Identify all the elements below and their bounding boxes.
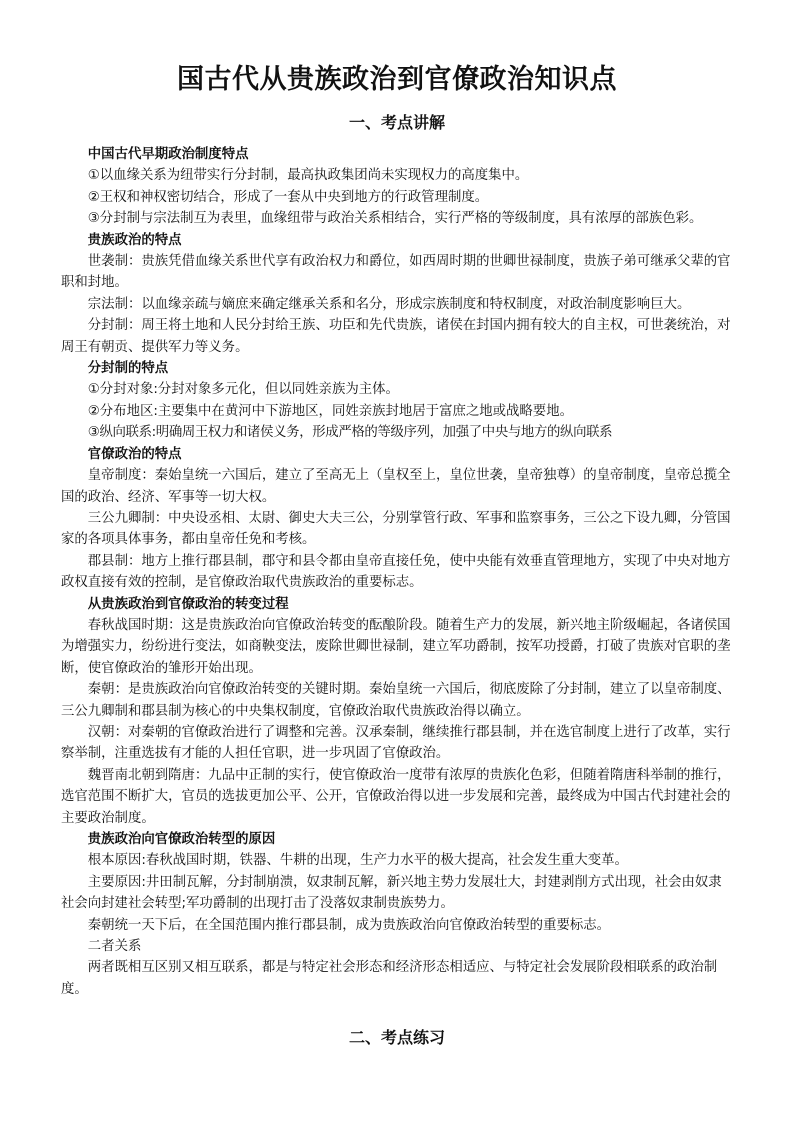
body-paragraph: ①以血缘关系为纽带实行分封制，最高执政集团尚未实现权力的高度集中。 (87, 168, 529, 184)
body-paragraph: 皇帝制度：秦始皇统一六国后，建立了至高无上（皇权至上，皇位世袭，皇帝独尊）的皇帝制度，皇帝总揽全国的政治、经济、军事等一切大权。 (61, 468, 731, 505)
body-paragraph: 汉朝：对秦朝的官僚政治进行了调整和完善。汉承秦制，继续推行郡县制，并在选官制度上进行了改革，实行察举制，注重选拔有才能的人担任官职，进一步巩固了官僚政治。 (61, 724, 731, 762)
section-heading-practice: 二、考点练习 (348, 1028, 445, 1047)
body-paragraph: ②分布地区:主要集中在黄河中下游地区，同姓亲族封地居于富庶之地或战略要地。 (87, 403, 573, 419)
body-paragraph: 宗法制：以血缘亲疏与嫡庶来确定继承关系和名分，形成宗族制度和特权制度，对政治制度影响巨大。 (87, 296, 691, 312)
body-paragraph: 秦朝：是贵族政治向官僚政治转变的关键时期。秦始皇统一六国后，彻底废除了分封制，建立了以皇帝制度、三公九卿制和郡县制为核心的中央集权制度，官僚政治取代贵族政治得以确立。 (61, 682, 731, 719)
subheading: 中国古代早期政治制度特点 (87, 147, 249, 162)
document-body (61, 144, 733, 1000)
subheading: 贵族政治向官僚政治转型的原因 (87, 832, 276, 847)
subheading: 贵族政治的特点 (87, 232, 182, 248)
body-paragraph: 分封制：周王将土地和人民分封给王族、功臣和先代贵族，诸侯在封国内拥有较大的自主权，可世袭统治，对周王有朝贡、提供军力等义务。 (61, 318, 731, 355)
document-title: 国古代从贵族政治到官僚政治知识点 (177, 64, 617, 95)
body-paragraph: 二者关系 (87, 939, 142, 955)
body-paragraph: ③纵向联系:明确周王权力和诸侯义务，形成严格的等级序列，加强了中央与地方的纵向联系 (87, 425, 613, 441)
body-paragraph: ①分封对象:分封对象多元化，但以同姓亲族为主体。 (87, 382, 399, 398)
section-heading-explanation: 一、考点讲解 (348, 113, 445, 132)
body-paragraph: ②王权和神权密切结合，形成了一套从中央到地方的行政管理制度。 (87, 189, 489, 205)
subheading: 官僚政治的特点 (87, 446, 182, 462)
body-paragraph: 主要原因:井田制瓦解，分封制崩溃，奴隶制瓦解，新兴地主势力发展壮大，封建剥削方式出现，社会由奴隶社会向封建社会转型;军功爵制的出现打击了没落奴隶制贵族势力。 (61, 874, 722, 912)
subheading: 分封制的特点 (87, 361, 169, 377)
body-paragraph: 郡县制：地方上推行郡县制，郡守和县令都由皇帝直接任免，使中央能有效垂直管理地方，实现了中央对地方政权直接有效的控制，是官僚政治取代贵族政治的重要标志。 (61, 553, 731, 591)
body-paragraph: 两者既相互区别又相互联系，都是与特定社会形态和经济形态相适应、与特定社会发展阶段相联系的政治制度。 (61, 960, 718, 997)
body-paragraph: 根本原因:春秋战国时期，铁器、牛耕的出现，生产力水平的极大提高，社会发生重大变革。 (87, 853, 628, 869)
body-paragraph: 春秋战国时期：这是贵族政治向官僚政治转变的酝酿阶段。随着生产力的发展，新兴地主阶级崛起，各诸侯国为增强实力，纷纷进行变法，如商鞅变法，废除世卿世禄制，建立军功爵制，按军功授爵，打破了贵族对官职的垄断，使官僚政治的雏形开始出现。 (61, 617, 731, 676)
body-paragraph: ③分封制与宗法制互为表里，血缘纽带与政治关系相结合，实行严格的等级制度，具有浓厚的部族色彩。 (87, 211, 703, 227)
body-paragraph: 秦朝统一天下后，在全国范围内推行郡县制，成为贵族政治向官僚政治转型的重要标志。 (87, 917, 611, 933)
body-paragraph: 三公九卿制：中央设丞相、太尉、御史大夫三公，分别掌管行政、军事和监察事务，三公之下设九卿，分管国家的各项具体事务，都由皇帝任免和考核。 (61, 510, 731, 548)
body-paragraph: 世袭制：贵族凭借血缘关系世代享有政治权力和爵位，如西周时期的世卿世禄制度，贵族子弟可继承父辈的官职和封地。 (61, 254, 731, 291)
body-paragraph: 魏晋南北朝到隋唐：九品中正制的实行，使官僚政治一度带有浓厚的贵族化色彩，但随着隋唐科举制的推行，选官范围不断扩大，官员的选拔更加公平、公开，官僚政治得以进一步发展和完善，最终成为中国古代封建社会的主要政治制度。 (61, 767, 731, 826)
subheading: 从贵族政治到官僚政治的转变过程 (87, 596, 289, 612)
